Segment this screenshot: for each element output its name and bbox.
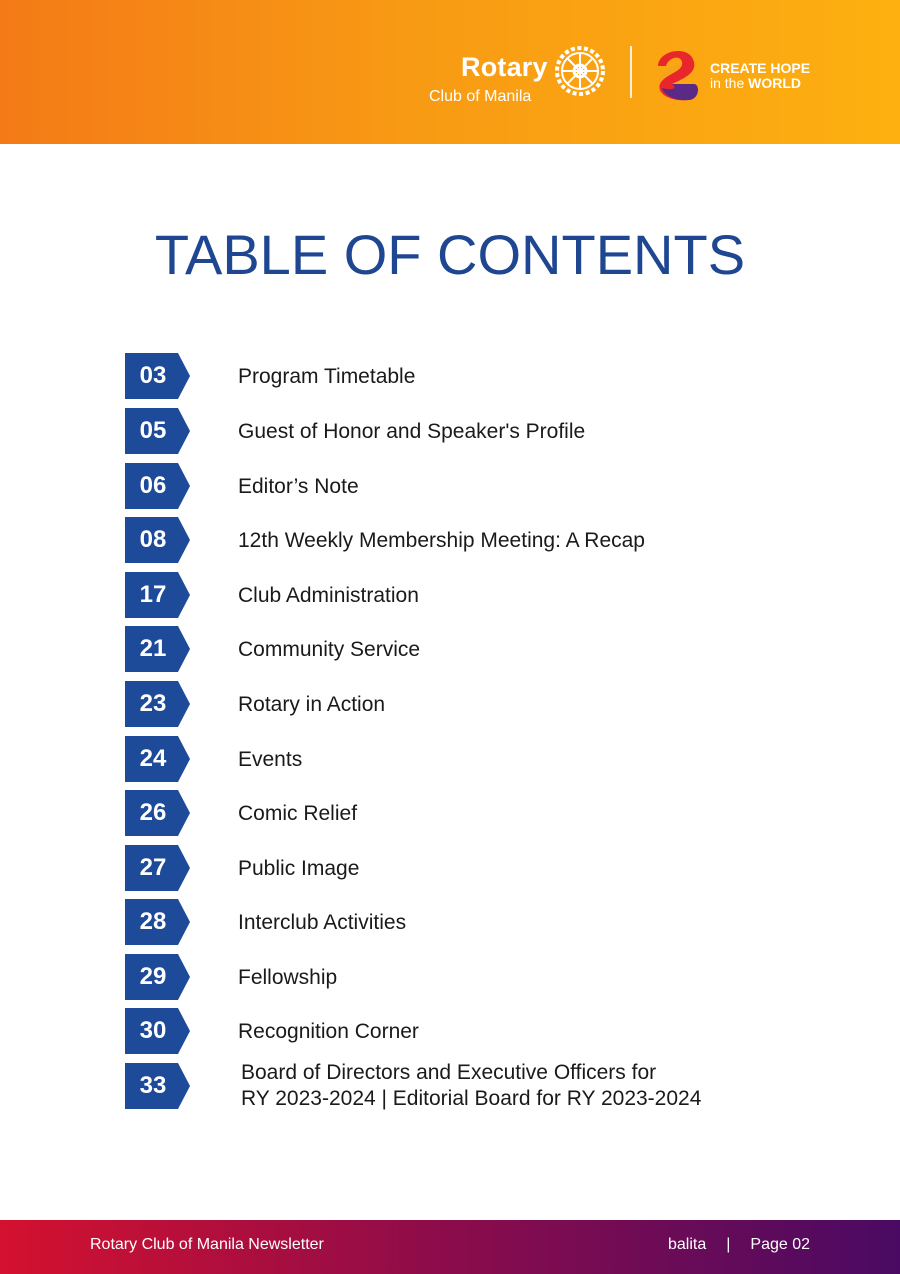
club-name: Club of Manila xyxy=(429,88,532,105)
toc-row[interactable] xyxy=(125,572,825,618)
toc-page-number: 30 xyxy=(139,1017,167,1044)
toc-row[interactable] xyxy=(125,1063,825,1109)
toc-entry-label[interactable]: Public Image xyxy=(238,857,360,880)
toc-page-number: 21 xyxy=(139,635,167,662)
footer-separator: | xyxy=(726,1236,731,1253)
toc-page-number: 17 xyxy=(139,581,167,608)
toc-entry-label[interactable]: Community Service xyxy=(238,638,421,661)
toc-entry-label[interactable]: Rotary in Action xyxy=(238,693,386,716)
header-banner xyxy=(0,0,900,144)
arrow-tag-icon xyxy=(125,899,191,945)
theme-line-2 xyxy=(710,76,810,91)
toc-page-number: 23 xyxy=(139,690,167,717)
toc-row[interactable] xyxy=(125,408,825,454)
arrow-tag-icon xyxy=(125,517,191,563)
toc-page-number: 05 xyxy=(139,417,167,444)
toc-page-number: 33 xyxy=(139,1072,167,1099)
footer-newsletter-name: Rotary Club of Manila Newsletter xyxy=(90,1236,324,1253)
create-hope-emblem-icon xyxy=(650,44,706,104)
header-divider xyxy=(630,46,632,98)
toc-entry-label[interactable]: Club Administration xyxy=(238,584,419,607)
arrow-tag-icon xyxy=(125,408,191,454)
toc-entry-label[interactable]: 12th Weekly Membership Meeting: A Recap xyxy=(238,529,645,552)
toc-row[interactable] xyxy=(125,1008,825,1054)
arrow-tag-icon xyxy=(125,626,191,672)
arrow-tag-icon xyxy=(125,681,191,727)
toc-entry-label[interactable]: Program Timetable xyxy=(238,365,416,388)
arrow-tag-icon xyxy=(125,1063,191,1109)
arrow-tag-icon xyxy=(125,736,191,782)
toc-page-number: 08 xyxy=(139,526,167,553)
rotary-wordmark: Rotary xyxy=(461,52,548,82)
toc-page-number: 27 xyxy=(139,854,167,881)
toc-row[interactable] xyxy=(125,626,825,672)
toc-entry-label[interactable]: Interclub Activities xyxy=(238,911,407,934)
toc-entry-label-line-1: Board of Directors and Executive Officers for xyxy=(241,1061,657,1084)
arrow-tag-icon xyxy=(125,954,191,1000)
rotary-logo xyxy=(428,48,608,108)
toc-row[interactable] xyxy=(125,681,825,727)
toc-entry-label[interactable]: Comic Relief xyxy=(238,802,358,825)
toc-row[interactable] xyxy=(125,517,825,563)
arrow-tag-icon xyxy=(125,1008,191,1054)
arrow-tag-icon xyxy=(125,463,191,509)
toc-entry-label[interactable]: Fellowship xyxy=(238,966,338,989)
toc-row[interactable] xyxy=(125,736,825,782)
toc-entry-label[interactable] xyxy=(241,1060,701,1112)
theme-tagline xyxy=(710,61,810,91)
toc-row[interactable] xyxy=(125,790,825,836)
theme-line-2-bold: WORLD xyxy=(748,75,802,91)
toc-page-number: 29 xyxy=(139,963,167,990)
toc-row[interactable] xyxy=(125,845,825,891)
toc-row[interactable] xyxy=(125,353,825,399)
arrow-tag-icon xyxy=(125,572,191,618)
toc-row[interactable] xyxy=(125,899,825,945)
arrow-tag-icon xyxy=(125,790,191,836)
toc-page-number: 03 xyxy=(139,362,167,389)
footer-banner xyxy=(0,1220,900,1274)
theme-line-1: CREATE HOPE xyxy=(710,60,811,76)
toc-row[interactable] xyxy=(125,463,825,509)
toc-entry-label[interactable]: Events xyxy=(238,748,303,771)
toc-page-number: 06 xyxy=(139,472,167,499)
footer-page-number: Page 02 xyxy=(750,1236,810,1253)
toc-page-number: 26 xyxy=(139,799,167,826)
toc-entry-label-line-2: RY 2023-2024 | Editorial Board for RY 2023-2024 xyxy=(241,1087,702,1110)
theme-line-2-pre: in the xyxy=(710,75,745,91)
rotary-wheel-icon xyxy=(552,43,608,99)
arrow-tag-icon xyxy=(125,845,191,891)
footer-page-info xyxy=(668,1236,810,1254)
toc-entry-label[interactable]: Guest of Honor and Speaker's Profile xyxy=(238,420,586,443)
footer-publication: balita xyxy=(667,1236,707,1253)
toc-row[interactable] xyxy=(125,954,825,1000)
arrow-tag-icon xyxy=(125,353,191,399)
toc-page-number: 28 xyxy=(139,908,167,935)
toc-entry-label[interactable]: Editor’s Note xyxy=(238,475,359,498)
page-title: TABLE OF CONTENTS xyxy=(154,223,746,286)
toc-page-number: 24 xyxy=(139,745,167,772)
toc-entry-label[interactable]: Recognition Corner xyxy=(238,1020,419,1043)
